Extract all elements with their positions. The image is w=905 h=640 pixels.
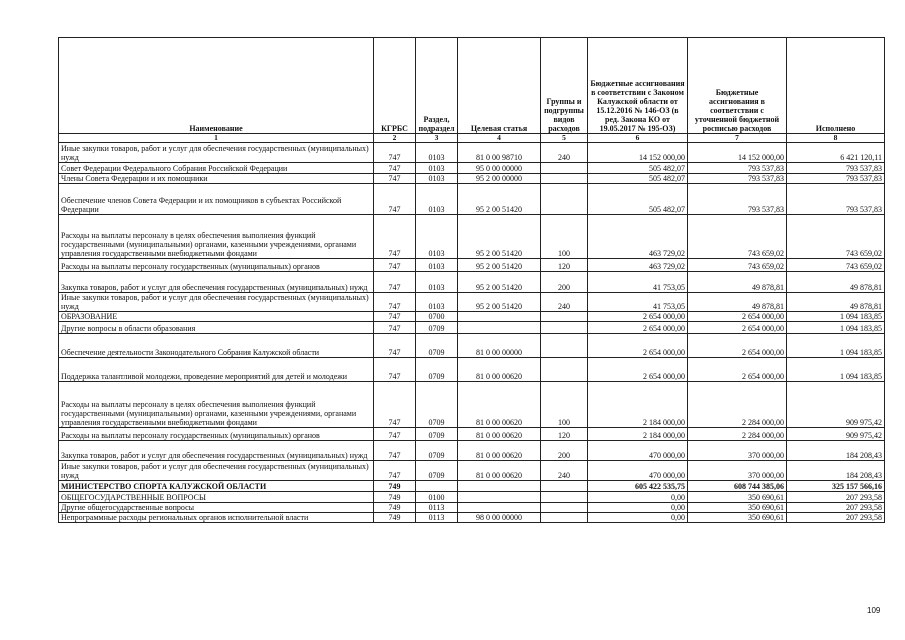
cell-target bbox=[458, 481, 541, 492]
cell-name: Члены Совета Федерации и их помощники bbox=[59, 174, 374, 184]
cell-refined: 743 659,02 bbox=[688, 215, 787, 259]
table-row bbox=[59, 143, 885, 163]
cell-refined: 370 000,00 bbox=[688, 461, 787, 481]
cell-name: Расходы на выплаты персоналу государственных (муниципальных) органов bbox=[59, 259, 374, 272]
column-number: 6 bbox=[588, 134, 688, 143]
column-number: 4 bbox=[458, 134, 541, 143]
cell-target bbox=[458, 492, 541, 503]
table-row bbox=[59, 428, 885, 441]
cell-kgrbs: 749 bbox=[374, 513, 416, 523]
cell-target: 95 2 00 51420 bbox=[458, 293, 541, 312]
cell-law: 2 654 000,00 bbox=[588, 334, 688, 358]
cell-executed: 793 537,83 bbox=[787, 184, 885, 215]
header-executed: Исполнено bbox=[787, 38, 885, 134]
table-row bbox=[59, 184, 885, 215]
header-budget-law: Бюджетные ассигнования в соответствии с Законом Калужской области от 15.12.2016 № 146-ОЗ (в ред. Закона КО от 19.05.2017 № 195-ОЗ) bbox=[588, 38, 688, 134]
cell-executed: 793 537,83 bbox=[787, 174, 885, 184]
cell-law: 2 654 000,00 bbox=[588, 312, 688, 322]
cell-section: 0709 bbox=[416, 428, 458, 441]
cell-target: 95 2 00 00000 bbox=[458, 174, 541, 184]
column-number: 7 bbox=[688, 134, 787, 143]
cell-group bbox=[541, 334, 588, 358]
cell-law: 505 482,07 bbox=[588, 163, 688, 174]
cell-law: 2 654 000,00 bbox=[588, 322, 688, 334]
cell-group bbox=[541, 503, 588, 513]
cell-law: 2 184 000,00 bbox=[588, 428, 688, 441]
cell-refined: 2 654 000,00 bbox=[688, 358, 787, 382]
table-row bbox=[59, 272, 885, 293]
cell-refined: 49 878,81 bbox=[688, 272, 787, 293]
cell-target bbox=[458, 312, 541, 322]
cell-target: 95 2 00 51420 bbox=[458, 272, 541, 293]
cell-law: 0,00 bbox=[588, 503, 688, 513]
cell-law: 2 184 000,00 bbox=[588, 382, 688, 428]
cell-section: 0103 bbox=[416, 293, 458, 312]
cell-executed: 1 094 183,85 bbox=[787, 358, 885, 382]
table-row bbox=[59, 259, 885, 272]
cell-group: 120 bbox=[541, 259, 588, 272]
cell-refined: 370 000,00 bbox=[688, 441, 787, 461]
cell-kgrbs: 747 bbox=[374, 428, 416, 441]
cell-name: Обеспечение членов Совета Федерации и их помощников в субъектах Российской Федерации bbox=[59, 184, 374, 215]
cell-executed: 325 157 566,16 bbox=[787, 481, 885, 492]
cell-law: 14 152 000,00 bbox=[588, 143, 688, 163]
table-row bbox=[59, 382, 885, 428]
cell-name: Закупка товаров, работ и услуг для обеспечения государственных (муниципальных) нужд bbox=[59, 441, 374, 461]
cell-name: Непрограммные расходы региональных органов исполнительной власти bbox=[59, 513, 374, 523]
cell-group bbox=[541, 184, 588, 215]
cell-kgrbs: 749 bbox=[374, 481, 416, 492]
cell-refined: 743 659,02 bbox=[688, 259, 787, 272]
cell-refined: 350 690,61 bbox=[688, 513, 787, 523]
cell-executed: 207 293,58 bbox=[787, 513, 885, 523]
cell-kgrbs: 747 bbox=[374, 334, 416, 358]
table-row bbox=[59, 215, 885, 259]
cell-group bbox=[541, 312, 588, 322]
cell-name: ОБРАЗОВАНИЕ bbox=[59, 312, 374, 322]
page-number: 109 bbox=[867, 606, 881, 615]
cell-executed: 184 208,43 bbox=[787, 461, 885, 481]
cell-refined: 2 654 000,00 bbox=[688, 322, 787, 334]
cell-executed: 1 094 183,85 bbox=[787, 312, 885, 322]
cell-name: Расходы на выплаты персоналу в целях обеспечения выполнения функций государственными (муниципальными) органами, казенными учреждениями, органами управления государственными внебюджетными фондами bbox=[59, 215, 374, 259]
cell-target: 98 0 00 00000 bbox=[458, 513, 541, 523]
header-section: Раздел, подраздел bbox=[416, 38, 458, 134]
cell-executed: 909 975,42 bbox=[787, 428, 885, 441]
table-row bbox=[59, 322, 885, 334]
cell-group bbox=[541, 163, 588, 174]
cell-kgrbs: 747 bbox=[374, 461, 416, 481]
table-header bbox=[59, 38, 885, 143]
cell-executed: 743 659,02 bbox=[787, 215, 885, 259]
cell-refined: 49 878,81 bbox=[688, 293, 787, 312]
cell-executed: 743 659,02 bbox=[787, 259, 885, 272]
cell-target: 95 0 00 00000 bbox=[458, 163, 541, 174]
cell-target: 95 2 00 51420 bbox=[458, 215, 541, 259]
cell-name: Иные закупки товаров, работ и услуг для обеспечения государственных (муниципальных) нужд bbox=[59, 293, 374, 312]
cell-section: 0700 bbox=[416, 312, 458, 322]
table-row bbox=[59, 503, 885, 513]
cell-kgrbs: 747 bbox=[374, 382, 416, 428]
table-row bbox=[59, 293, 885, 312]
cell-group: 100 bbox=[541, 382, 588, 428]
cell-law: 41 753,05 bbox=[588, 272, 688, 293]
cell-group bbox=[541, 513, 588, 523]
cell-section: 0709 bbox=[416, 322, 458, 334]
cell-executed: 207 293,58 bbox=[787, 503, 885, 513]
cell-group bbox=[541, 481, 588, 492]
cell-executed: 1 094 183,85 bbox=[787, 322, 885, 334]
cell-section: 0709 bbox=[416, 441, 458, 461]
cell-kgrbs: 747 bbox=[374, 272, 416, 293]
cell-target: 81 0 00 00620 bbox=[458, 382, 541, 428]
header-target: Целевая статья bbox=[458, 38, 541, 134]
table-row bbox=[59, 481, 885, 492]
cell-law: 463 729,02 bbox=[588, 215, 688, 259]
table-row bbox=[59, 441, 885, 461]
cell-section: 0113 bbox=[416, 513, 458, 523]
cell-refined: 793 537,83 bbox=[688, 163, 787, 174]
table-row bbox=[59, 163, 885, 174]
cell-group: 240 bbox=[541, 143, 588, 163]
cell-refined: 350 690,61 bbox=[688, 492, 787, 503]
cell-refined: 793 537,83 bbox=[688, 184, 787, 215]
header-kgrbs: КГРБС bbox=[374, 38, 416, 134]
cell-refined: 2 284 000,00 bbox=[688, 428, 787, 441]
table-row bbox=[59, 312, 885, 322]
header-budget-refined: Бюджетные ассигнования в соответствии с уточненной бюджетной росписью расходов bbox=[688, 38, 787, 134]
cell-section bbox=[416, 481, 458, 492]
column-number: 3 bbox=[416, 134, 458, 143]
cell-executed: 207 293,58 bbox=[787, 492, 885, 503]
cell-group: 240 bbox=[541, 293, 588, 312]
cell-group bbox=[541, 174, 588, 184]
cell-executed: 1 094 183,85 bbox=[787, 334, 885, 358]
cell-law: 41 753,05 bbox=[588, 293, 688, 312]
column-number: 8 bbox=[787, 134, 885, 143]
cell-kgrbs: 747 bbox=[374, 312, 416, 322]
column-number-row bbox=[59, 134, 885, 143]
cell-target: 81 0 00 00620 bbox=[458, 441, 541, 461]
cell-target: 95 2 00 51420 bbox=[458, 259, 541, 272]
cell-kgrbs: 747 bbox=[374, 322, 416, 334]
cell-group bbox=[541, 358, 588, 382]
cell-law: 470 000,00 bbox=[588, 441, 688, 461]
cell-group: 120 bbox=[541, 428, 588, 441]
cell-name: Иные закупки товаров, работ и услуг для обеспечения государственных (муниципальных) нужд bbox=[59, 143, 374, 163]
cell-target bbox=[458, 322, 541, 334]
cell-section: 0103 bbox=[416, 174, 458, 184]
cell-kgrbs: 747 bbox=[374, 215, 416, 259]
cell-law: 0,00 bbox=[588, 492, 688, 503]
header-name: Наименование bbox=[59, 38, 374, 134]
cell-section: 0709 bbox=[416, 334, 458, 358]
cell-kgrbs: 747 bbox=[374, 174, 416, 184]
cell-name: МИНИСТЕРСТВО СПОРТА КАЛУЖСКОЙ ОБЛАСТИ bbox=[59, 481, 374, 492]
table-row bbox=[59, 334, 885, 358]
cell-law: 463 729,02 bbox=[588, 259, 688, 272]
cell-kgrbs: 747 bbox=[374, 259, 416, 272]
cell-executed: 793 537,83 bbox=[787, 163, 885, 174]
table-body bbox=[59, 143, 885, 523]
cell-group: 200 bbox=[541, 272, 588, 293]
cell-target: 81 0 00 98710 bbox=[458, 143, 541, 163]
cell-group: 200 bbox=[541, 441, 588, 461]
cell-group bbox=[541, 492, 588, 503]
cell-refined: 2 654 000,00 bbox=[688, 312, 787, 322]
cell-section: 0103 bbox=[416, 143, 458, 163]
cell-kgrbs: 749 bbox=[374, 503, 416, 513]
cell-refined: 14 152 000,00 bbox=[688, 143, 787, 163]
table-row bbox=[59, 492, 885, 503]
cell-section: 0103 bbox=[416, 259, 458, 272]
cell-name: Иные закупки товаров, работ и услуг для обеспечения государственных (муниципальных) нужд bbox=[59, 461, 374, 481]
cell-section: 0100 bbox=[416, 492, 458, 503]
cell-group: 100 bbox=[541, 215, 588, 259]
cell-law: 505 482,07 bbox=[588, 174, 688, 184]
cell-kgrbs: 749 bbox=[374, 492, 416, 503]
cell-name: Другие вопросы в области образования bbox=[59, 322, 374, 334]
cell-kgrbs: 747 bbox=[374, 293, 416, 312]
cell-section: 0103 bbox=[416, 163, 458, 174]
cell-refined: 2 284 000,00 bbox=[688, 382, 787, 428]
cell-name: Расходы на выплаты персоналу в целях обеспечения выполнения функций государственными (муниципальными) органами, казенными учреждениями, органами управления государственными внебюджетными фондами bbox=[59, 382, 374, 428]
cell-target: 81 0 00 00620 bbox=[458, 461, 541, 481]
cell-section: 0103 bbox=[416, 184, 458, 215]
cell-section: 0709 bbox=[416, 358, 458, 382]
cell-target bbox=[458, 503, 541, 513]
cell-name: Поддержка талантливой молодежи, проведение мероприятий для детей и молодежи bbox=[59, 358, 374, 382]
cell-name: Обеспечение деятельности Законодательного Собрания Калужской области bbox=[59, 334, 374, 358]
table-row bbox=[59, 358, 885, 382]
column-number: 1 bbox=[59, 134, 374, 143]
budget-table bbox=[58, 37, 885, 523]
cell-section: 0709 bbox=[416, 461, 458, 481]
cell-executed: 184 208,43 bbox=[787, 441, 885, 461]
cell-law: 605 422 535,75 bbox=[588, 481, 688, 492]
table-row bbox=[59, 461, 885, 481]
cell-name: Закупка товаров, работ и услуг для обеспечения государственных (муниципальных) нужд bbox=[59, 272, 374, 293]
cell-law: 470 000,00 bbox=[588, 461, 688, 481]
cell-group bbox=[541, 322, 588, 334]
cell-kgrbs: 747 bbox=[374, 143, 416, 163]
cell-refined: 350 690,61 bbox=[688, 503, 787, 513]
cell-target: 81 0 00 00620 bbox=[458, 358, 541, 382]
cell-executed: 6 421 120,11 bbox=[787, 143, 885, 163]
cell-law: 2 654 000,00 bbox=[588, 358, 688, 382]
cell-target: 81 0 00 00620 bbox=[458, 428, 541, 441]
column-number: 5 bbox=[541, 134, 588, 143]
cell-law: 0,00 bbox=[588, 513, 688, 523]
cell-refined: 608 744 385,06 bbox=[688, 481, 787, 492]
cell-refined: 793 537,83 bbox=[688, 174, 787, 184]
cell-executed: 49 878,81 bbox=[787, 272, 885, 293]
header-group: Группы и подгруппы видов расходов bbox=[541, 38, 588, 134]
cell-executed: 49 878,81 bbox=[787, 293, 885, 312]
cell-kgrbs: 747 bbox=[374, 441, 416, 461]
header-row bbox=[59, 38, 885, 134]
cell-target: 95 2 00 51420 bbox=[458, 184, 541, 215]
cell-name: ОБЩЕГОСУДАРСТВЕННЫЕ ВОПРОСЫ bbox=[59, 492, 374, 503]
cell-section: 0113 bbox=[416, 503, 458, 513]
cell-kgrbs: 747 bbox=[374, 358, 416, 382]
cell-target: 81 0 00 00000 bbox=[458, 334, 541, 358]
cell-name: Другие общегосударственные вопросы bbox=[59, 503, 374, 513]
cell-executed: 909 975,42 bbox=[787, 382, 885, 428]
cell-section: 0103 bbox=[416, 215, 458, 259]
cell-kgrbs: 747 bbox=[374, 163, 416, 174]
cell-name: Расходы на выплаты персоналу государственных (муниципальных) органов bbox=[59, 428, 374, 441]
table-row bbox=[59, 513, 885, 523]
column-number: 2 bbox=[374, 134, 416, 143]
cell-refined: 2 654 000,00 bbox=[688, 334, 787, 358]
cell-name: Совет Федерации Федерального Собрания Российской Федерации bbox=[59, 163, 374, 174]
cell-section: 0709 bbox=[416, 382, 458, 428]
cell-kgrbs: 747 bbox=[374, 184, 416, 215]
cell-law: 505 482,07 bbox=[588, 184, 688, 215]
table-row bbox=[59, 174, 885, 184]
cell-group: 240 bbox=[541, 461, 588, 481]
cell-section: 0103 bbox=[416, 272, 458, 293]
